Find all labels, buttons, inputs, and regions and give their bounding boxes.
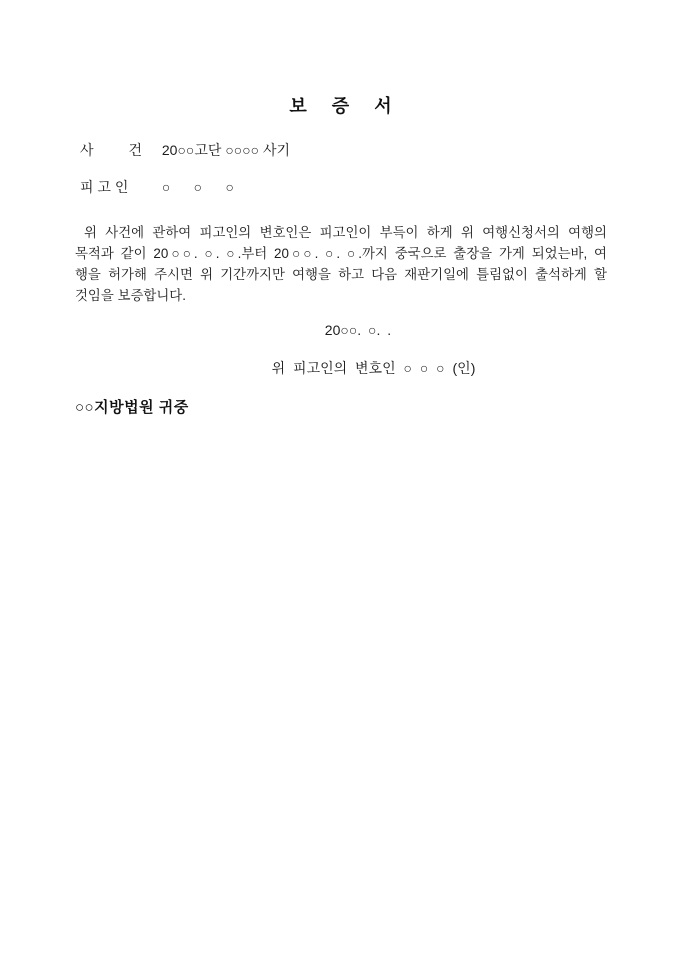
body-line-3: 행을 허가해 주시면 위 기간까지만 여행을 하고 다음 재판기일에 틀림없이 출석하게 할 bbox=[75, 267, 607, 282]
defendant-row bbox=[75, 179, 607, 196]
body-line-4: 것임을 보증합니다. bbox=[75, 288, 186, 303]
case-number-value: 20○○고단 ○○○○ 사기 bbox=[161, 142, 291, 158]
body-paragraph bbox=[75, 222, 607, 306]
document-title: 보 증 서 bbox=[289, 96, 393, 116]
body-line-2: 목적과 같이 20○○. ○. ○.부터 20○○. ○. ○.까지 중국으로 출장을 가게 되었는바, 여 bbox=[75, 246, 607, 261]
case-number-row bbox=[75, 142, 607, 159]
body-line-1: 위 사건에 관하여 피고인의 변호인은 피고인이 부득이 하게 위 여행신청서의 여행의 bbox=[84, 225, 607, 240]
document-content bbox=[0, 0, 680, 418]
document-date: 20○○. ○. . bbox=[324, 322, 392, 338]
defendant-value: ○ ○ ○ bbox=[161, 179, 234, 195]
defendant-label: 피 고 인 bbox=[80, 179, 129, 195]
signature-line: 위 피고인의 변호인 ○ ○ ○ (인) bbox=[271, 360, 476, 376]
case-number-label: 사 건 bbox=[80, 142, 143, 158]
recipient-line: ○○지방법원 귀중 bbox=[75, 399, 189, 416]
